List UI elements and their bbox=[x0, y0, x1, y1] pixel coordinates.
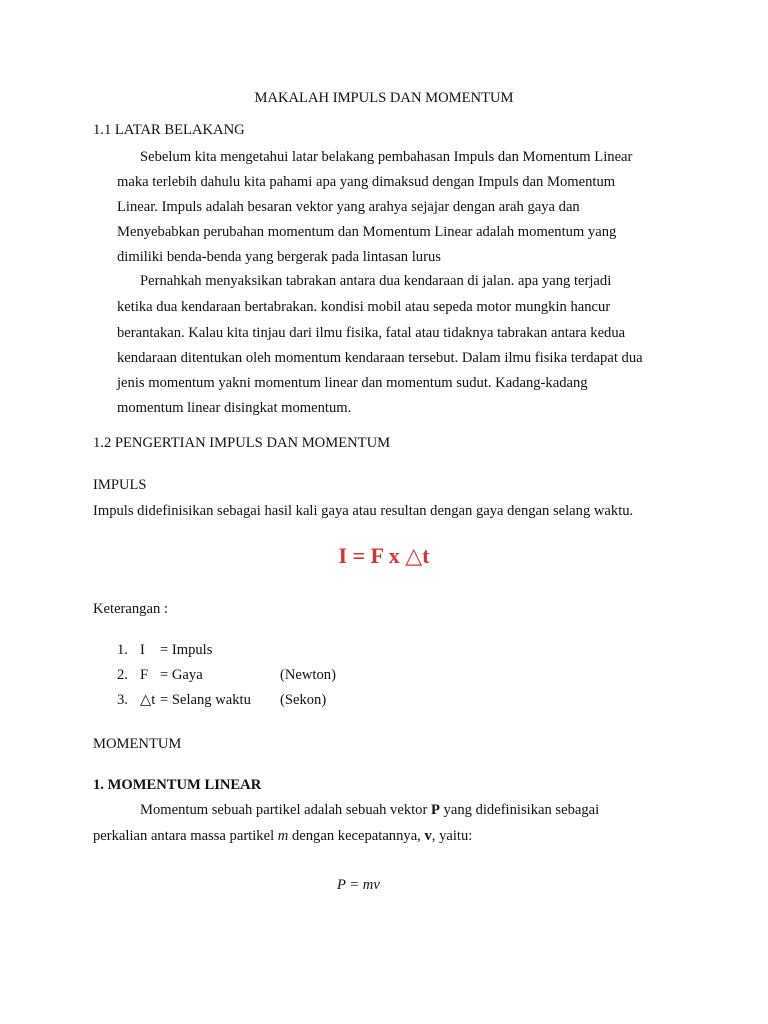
text-run: Momentum sebuah partikel adalah sebuah vektor bbox=[140, 802, 431, 818]
momentum-formula: P = mv bbox=[337, 877, 380, 893]
list-item-unit: (Sekon) bbox=[280, 692, 327, 708]
momentum-heading: MOMENTUM bbox=[93, 736, 182, 752]
impuls-heading: IMPULS bbox=[93, 477, 147, 493]
list-item-description: = Selang waktu bbox=[160, 692, 251, 708]
paragraph-line: dimiliki benda-benda yang bergerak pada lintasan lurus bbox=[117, 249, 441, 265]
list-item-unit: (Newton) bbox=[280, 667, 336, 683]
list-item-symbol: I bbox=[140, 642, 145, 658]
vector-p: P bbox=[430, 802, 440, 818]
impuls-formula: I = F x △t bbox=[338, 543, 430, 568]
paragraph-line: ketika dua kendaraan bertabrakan. kondisi mobil atau sepeda motor mungkin hancur bbox=[117, 299, 611, 315]
paragraph-line: Menyebabkan perubahan momentum dan Momentum Linear adalah momentum yang bbox=[117, 224, 617, 240]
list-item-description: = Impuls bbox=[160, 642, 213, 658]
mass-m: m bbox=[277, 828, 289, 844]
section-heading-latar-belakang: 1.1 LATAR BELAKANG bbox=[93, 122, 245, 138]
paragraph-line: jenis momentum yakni momentum linear dan momentum sudut. Kadang-kadang bbox=[117, 375, 588, 391]
impuls-definition: Impuls didefinisikan sebagai hasil kali gaya atau resultan dengan gaya dengan selang waktu. bbox=[93, 503, 634, 519]
paragraph-line: Sebelum kita mengetahui latar belakang pembahasan Impuls dan Momentum Linear bbox=[140, 149, 633, 165]
list-item-number: 3. bbox=[117, 692, 128, 708]
paragraph-line: kendaraan ditentukan oleh momentum kendaraan tersebut. Dalam ilmu fisika terdapat dua bbox=[117, 350, 643, 366]
paragraph-line: berantakan. Kalau kita tinjau dari ilmu fisika, fatal atau tidaknya tabrakan antara kedua bbox=[117, 325, 626, 341]
list-item-symbol: △t bbox=[140, 692, 156, 708]
text-run: , yaitu: bbox=[431, 828, 473, 844]
paragraph-line: Pernahkah menyaksikan tabrakan antara dua kendaraan di jalan. apa yang terjadi bbox=[140, 273, 612, 289]
section-heading-pengertian: 1.2 PENGERTIAN IMPULS DAN MOMENTUM bbox=[93, 435, 391, 451]
keterangan-label: Keterangan : bbox=[93, 601, 168, 617]
momentum-definition-line-1 bbox=[140, 801, 599, 819]
momentum-definition-line-2 bbox=[93, 827, 472, 845]
list-item-description: = Gaya bbox=[160, 667, 203, 683]
velocity-v: v bbox=[424, 828, 432, 844]
page-title: MAKALAH IMPULS DAN MOMENTUM bbox=[254, 90, 514, 106]
list-item-number: 2. bbox=[117, 667, 128, 683]
text-run: perkalian antara massa partikel bbox=[93, 828, 278, 844]
paragraph-line: Linear. Impuls adalah besaran vektor yang arahya sejajar dengan arah gaya dan bbox=[117, 199, 580, 215]
text-run: yang didefinisikan sebagai bbox=[439, 802, 600, 818]
list-item-symbol: F bbox=[140, 667, 149, 683]
list-item-number: 1. bbox=[117, 642, 128, 658]
momentum-linear-heading: 1. MOMENTUM LINEAR bbox=[93, 777, 262, 793]
paragraph-line: momentum linear disingkat momentum. bbox=[117, 400, 352, 416]
paragraph-line: maka terlebih dahulu kita pahami apa yang dimaksud dengan Impuls dan Momentum bbox=[117, 174, 616, 190]
text-run: dengan kecepatannya, bbox=[288, 828, 425, 844]
